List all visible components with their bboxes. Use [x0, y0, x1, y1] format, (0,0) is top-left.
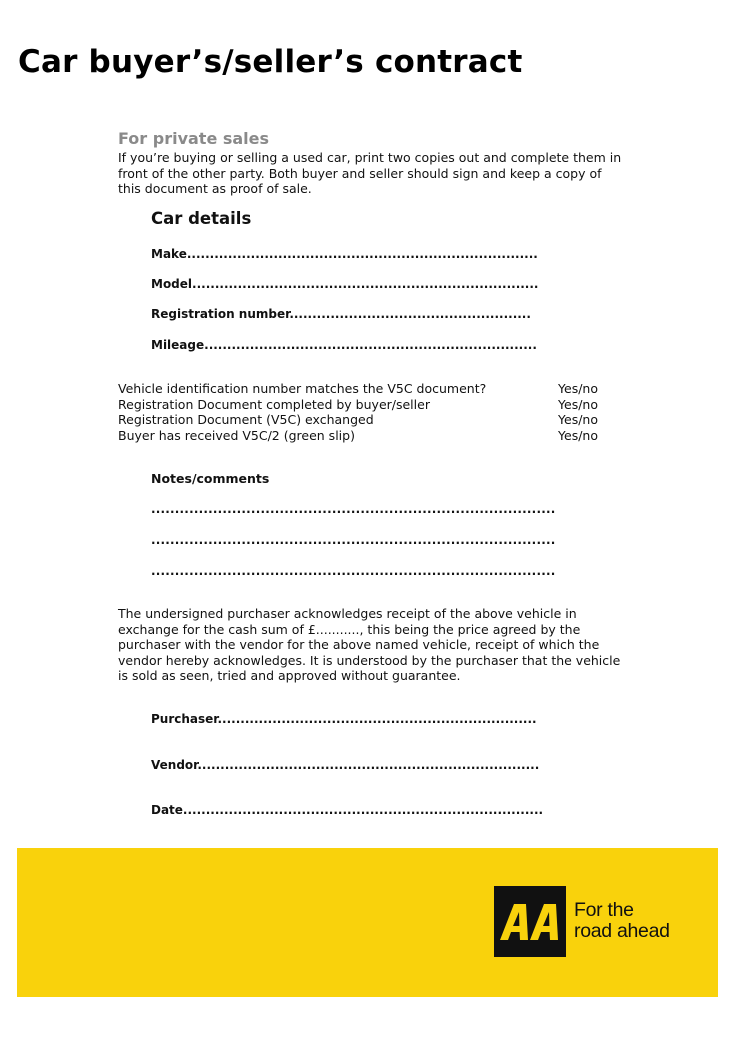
aa-logo	[494, 886, 566, 957]
checklist-answer: Yes/no	[558, 412, 598, 427]
checklist-answer: Yes/no	[558, 427, 598, 443]
date-line: Date...............................................................................	[151, 803, 544, 817]
section-subtitle: For private sales	[118, 129, 270, 148]
checklist-row	[118, 381, 598, 397]
mileage-field: Mileage.........................................................................	[151, 338, 537, 352]
notes-line: .....................................................................................	[151, 502, 556, 516]
checklist-label: Buyer has received V5C/2 (green slip)	[118, 427, 355, 443]
tagline-line-2: road ahead	[574, 920, 670, 942]
notes-heading: Notes/comments	[151, 471, 270, 486]
checklist-label: Registration Document completed by buyer/seller	[118, 396, 430, 412]
tagline-line-1: For the	[574, 899, 634, 921]
intro-paragraph: If you’re buying or selling a used car, print two copies out and complete them in front of the other party. Both buyer and seller should sign and keep a copy of this document as proof of sale.	[118, 150, 622, 196]
vehicle-checklist	[118, 381, 598, 443]
notes-line: .....................................................................................	[151, 564, 556, 578]
notes-line: .....................................................................................	[151, 533, 556, 547]
checklist-row	[118, 428, 598, 444]
model-field: Model............................................................................	[151, 277, 539, 291]
purchaser-signature-line: Purchaser......................................................................	[151, 712, 537, 726]
checklist-label: Vehicle identification number matches the V5C document?	[118, 381, 487, 396]
checklist-row	[118, 397, 598, 413]
checklist-answer: Yes/no	[558, 396, 598, 412]
make-field: Make.............................................................................	[151, 247, 538, 261]
registration-number-field: Registration number.....................................................	[151, 307, 531, 321]
checklist-label: Registration Document (V5C) exchanged	[118, 412, 374, 427]
aa-tagline	[574, 900, 670, 942]
car-details-heading: Car details	[151, 209, 252, 228]
checklist-answer: Yes/no	[558, 381, 598, 396]
aa-logo-mark	[498, 902, 562, 942]
document-title: Car buyer’s/seller’s contract	[18, 44, 523, 80]
acknowledgement-paragraph: The undersigned purchaser acknowledges receipt of the above vehicle in exchange for the cash sum of £..........., this being the price agreed by the purchaser with the vendor for the above named vehicle, receipt of which the vendor hereby acknowledges. It is understood by the purchaser that the vehicle is sold as seen, tried and approved without guarantee.	[118, 606, 621, 683]
checklist-row	[118, 412, 598, 428]
vendor-signature-line: Vendor...........................................................................	[151, 758, 540, 772]
